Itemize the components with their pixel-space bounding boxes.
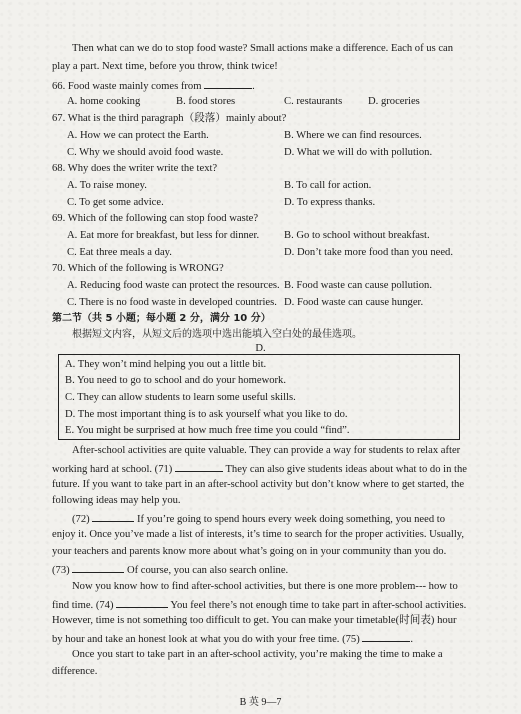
passage-punct: . <box>410 634 414 645</box>
q68-option-a: A. To raise money. <box>67 180 147 191</box>
q67-option-d: D. What we will do with pollution. <box>284 147 433 158</box>
q68-option-b: B. To call for action. <box>284 180 372 191</box>
question-67-stem: 67. What is the third paragraph（段落）mainly about? <box>52 113 287 124</box>
question-70-stem: 70. Which of the following is WRONG? <box>52 263 224 274</box>
passage-line: your teachers and parents know more about what’s going on in your community than you do. <box>52 546 447 557</box>
q70-option-a: A. Reducing food waste can protect the resources. <box>67 280 280 291</box>
passage-line <box>72 511 445 527</box>
blank-number-74: find time. (74) <box>52 600 114 611</box>
q67-option-c: C. Why we should avoid food waste. <box>67 147 224 158</box>
q70-option-b: B. Food waste can cause pollution. <box>284 280 432 291</box>
passage-line: following ideas may help you. <box>52 495 181 506</box>
q67-option-b: B. Where we can find resources. <box>284 130 422 141</box>
section-heading: 第二节（共 5 小题；每小题 2 分，满分 10 分） <box>52 313 271 324</box>
box-option-b: B. You need to go to school and do your homework. <box>65 375 286 386</box>
passage-text: by hour and take an honest look at what you do with your free time. (75) <box>52 634 360 645</box>
q66-option-d: D. groceries <box>368 96 420 107</box>
stem-punct: . <box>252 81 255 92</box>
q69-option-c: C. Eat three meals a day. <box>67 247 172 258</box>
answer-blank-72 <box>92 511 134 522</box>
passage-text: Of course, you can also search online. <box>126 565 289 576</box>
q68-option-d: D. To express thanks. <box>284 197 376 208</box>
answer-blank-75 <box>362 631 410 642</box>
q69-option-a: A. Eat more for breakfast, but less for dinner. <box>67 230 260 241</box>
q69-option-d: D. Don’t take more food than you need. <box>284 247 453 258</box>
passage-line: However, time is not something too difficult to get. You can make your timetable(时间表) hour <box>52 615 457 626</box>
intro-line-2: play a part. Next time, before you throw, think twice! <box>52 61 278 72</box>
passage-line: Now you know how to find after-school activities, but there is one more problem--- how to <box>72 581 458 592</box>
passage-line: After-school activities are quite valuable. They can provide a way for students to relax after <box>72 445 461 456</box>
passage-line: difference. <box>52 666 98 677</box>
box-option-c: C. They can allow students to learn some useful skills. <box>65 392 296 403</box>
passage-text: If you’re going to spend hours every week doing something, you need to <box>136 514 446 525</box>
intro-line-1: Then what can we do to stop food waste? Small actions make a difference. Each of us can <box>72 43 454 54</box>
answer-blank-71 <box>175 461 223 472</box>
question-69-stem: 69. Which of the following can stop food waste? <box>52 213 259 224</box>
q70-option-d: D. Food waste can cause hunger. <box>284 297 424 308</box>
q66-option-a: A. home cooking <box>67 96 141 107</box>
q69-option-b: B. Go to school without breakfast. <box>284 230 430 241</box>
blank-number-73: (73) <box>52 565 70 576</box>
answer-blank <box>204 78 252 89</box>
box-option-e: E. You might be surprised at how much free time you could “find”. <box>65 425 350 436</box>
blank-number-72: (72) <box>72 514 90 525</box>
passage-line: Once you start to take part in an after-school activity, you’re making the time to make a <box>72 649 443 660</box>
passage-line <box>52 562 288 578</box>
passage-label: D. <box>255 343 266 354</box>
q66-option-c: C. restaurants <box>284 96 343 107</box>
q67-option-a: A. How we can protect the Earth. <box>67 130 209 141</box>
q70-option-c: C. There is no food waste in developed countries. <box>67 297 277 308</box>
passage-line <box>52 631 413 647</box>
blank-number-71: working hard at school. (71) <box>52 464 173 475</box>
box-option-a: A. They won’t mind helping you out a little bit. <box>65 359 267 370</box>
page-footer: B 英 9—7 <box>239 697 282 708</box>
section-instruction: 根据短文内容，从短文后的选项中选出能填入空白处的最佳选项。 <box>72 329 362 340</box>
answer-blank-74 <box>116 597 168 608</box>
passage-line <box>52 597 466 613</box>
q68-option-c: C. To get some advice. <box>67 197 164 208</box>
box-option-d: D. The most important thing is to ask yourself what you like to do. <box>65 409 348 420</box>
answer-blank-73 <box>72 562 124 573</box>
q66-option-b: B. food stores <box>176 96 236 107</box>
question-66-stem <box>52 78 255 94</box>
question-text: 66. Food waste mainly comes from <box>52 81 202 92</box>
options-box <box>58 354 460 440</box>
question-68-stem: 68. Why does the writer write the text? <box>52 163 218 174</box>
passage-text: They can also give students ideas about what to do in the <box>225 464 467 475</box>
passage-text: You feel there’s not enough time to take part in after-school activities. <box>170 600 467 611</box>
passage-line: enjoy it. Once you’ve made a list of interests, it’s time to search for the proper activities. Usually, <box>52 529 465 540</box>
passage-line <box>52 461 467 477</box>
passage-line: future. If you want to take part in an after-school activity but don’t know where to get started, the <box>52 479 465 490</box>
